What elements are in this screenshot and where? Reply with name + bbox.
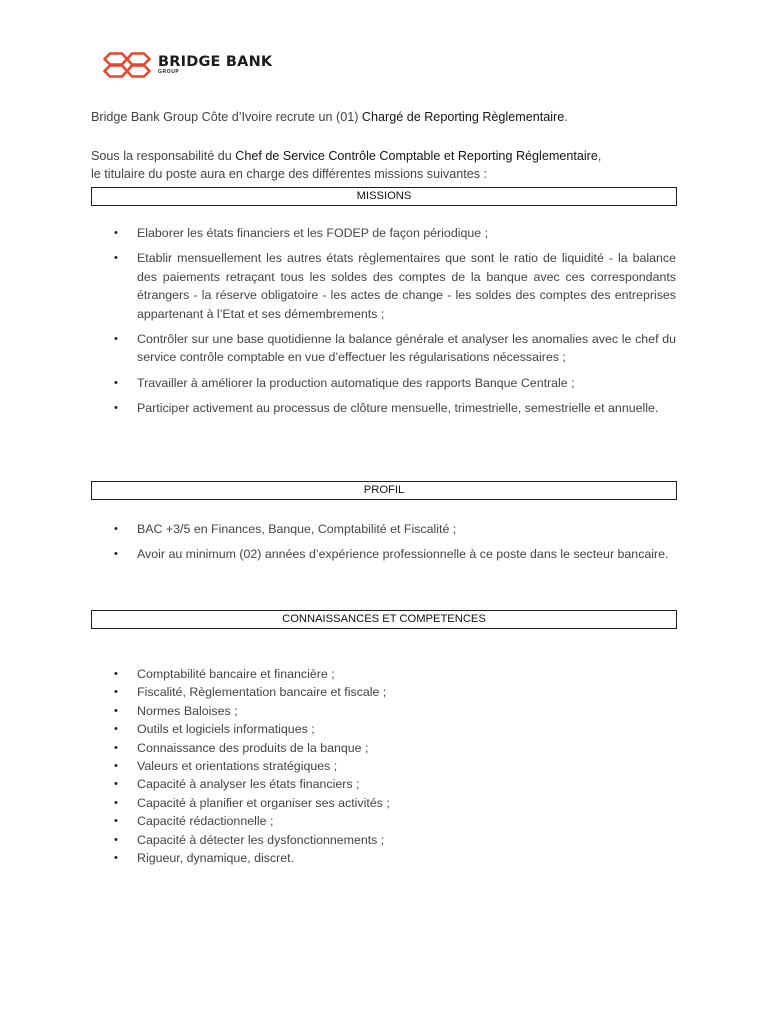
list-item-text: Participer activement au processus de clôture mensuelle, trimestrielle, semestrielle et annuelle.: [137, 401, 659, 416]
bullet-icon: •: [114, 796, 118, 809]
competences-list: [0, 665, 676, 867]
list-item: [0, 249, 676, 323]
list-item: [0, 374, 676, 392]
bridge-bank-logo-icon: [103, 52, 151, 78]
chief-title: Chef de Service Contrôle Comptable et Reporting Réglementaire: [235, 149, 598, 163]
list-item: [0, 665, 676, 683]
list-item: [0, 831, 676, 849]
intro-line-2: [91, 147, 677, 165]
bullet-icon: •: [114, 402, 118, 415]
intro-resp-prefix: Sous la responsabilité du: [91, 149, 236, 163]
list-item: [0, 520, 676, 538]
list-item: [0, 775, 676, 793]
list-item: [0, 399, 676, 417]
bullet-icon: •: [114, 852, 118, 865]
list-item-text: Capacité à analyser les états financiers ;: [137, 777, 360, 792]
list-item: [0, 683, 676, 701]
bullet-icon: •: [114, 548, 118, 561]
bridge-bank-logo: [103, 52, 272, 78]
intro-resp-suffix: ,: [597, 149, 602, 163]
bullet-icon: •: [114, 686, 118, 699]
list-item-text: Capacité à planifier et organiser ses activités ;: [137, 795, 390, 810]
list-item: [0, 720, 676, 738]
bullet-icon: •: [114, 778, 118, 791]
intro-line-1: [91, 108, 677, 126]
bullet-icon: •: [114, 252, 118, 265]
bullet-icon: •: [114, 668, 118, 680]
list-item: [0, 702, 676, 720]
bullet-icon: •: [114, 833, 118, 846]
profil-list: [0, 520, 676, 571]
list-item-text: Elaborer les états financiers et les FODEP de façon périodique ;: [137, 226, 489, 240]
bullet-icon: •: [114, 704, 118, 717]
intro-line-3: le titulaire du poste aura en charge des différentes missions suivantes :: [91, 167, 487, 181]
section-header-profil: PROFIL: [91, 481, 677, 500]
list-item-text: Outils et logiciels informatiques ;: [137, 722, 315, 737]
bullet-icon: •: [114, 723, 118, 736]
list-item: [0, 330, 676, 367]
list-item-text: Capacité rédactionnelle ;: [137, 814, 274, 829]
list-item-text: Avoir au minimum (02) années d’expérience professionnelle à ce poste dans le secteur bancaire.: [137, 547, 669, 562]
bullet-icon: •: [114, 815, 118, 828]
bullet-icon: •: [114, 333, 118, 346]
list-item: [0, 224, 676, 242]
job-title: Chargé de Reporting Règlementaire: [361, 110, 565, 124]
list-item-text: Rigueur, dynamique, discret.: [137, 851, 295, 866]
list-item: [0, 545, 676, 563]
bullet-icon: •: [114, 376, 118, 389]
bullet-icon: •: [114, 523, 118, 535]
bullet-icon: •: [114, 227, 118, 239]
list-item-text: Contrôler sur une base quotidienne la balance générale et analyser les anomalies avec le chef du service contrôle comptable en vue d’effectuer les régularisations nécessaires ;: [137, 332, 676, 365]
list-item-text: Etablir mensuellement les autres états règlementaires que sont le ratio de liquidité - la balance des paiements retraçant tous les soldes des comptes de la banque avec ces correspondants étrangers - la réserve obligatoire - les actes de change - les soldes des comptes des entreprises appartenant à l’Etat et ses démembrements ;: [137, 251, 676, 321]
bullet-icon: •: [114, 741, 118, 754]
list-item-text: Normes Baloises ;: [137, 703, 238, 718]
list-item-text: Comptabilité bancaire et financière ;: [137, 667, 335, 681]
list-item-text: Capacité à détecter les dysfonctionnements ;: [137, 832, 385, 847]
bullet-icon: •: [114, 760, 118, 773]
section-header-competences: CONNAISSANCES ET COMPETENCES: [91, 610, 677, 629]
list-item: [0, 757, 676, 775]
list-item: [0, 812, 676, 830]
intro-suffix: .: [564, 110, 568, 124]
list-item-text: BAC +3/5 en Finances, Banque, Comptabilité et Fiscalité ;: [137, 522, 457, 536]
list-item-text: Valeurs et orientations stratégiques ;: [137, 759, 338, 774]
missions-list: [0, 224, 676, 425]
list-item: [0, 739, 676, 757]
section-header-missions: MISSIONS: [91, 187, 677, 206]
logo-subtitle: GROUP: [158, 69, 180, 76]
list-item-text: Connaissance des produits de la banque ;: [137, 740, 369, 755]
list-item: [0, 849, 676, 867]
list-item-text: Travailler à améliorer la production automatique des rapports Banque Centrale ;: [137, 375, 575, 390]
list-item-text: Fiscalité, Règlementation bancaire et fiscale ;: [137, 685, 387, 700]
list-item: [0, 794, 676, 812]
logo-name: BRIDGE BANK: [158, 53, 273, 70]
intro-prefix: Bridge Bank Group Côte d’Ivoire recrute un (01): [91, 110, 362, 124]
